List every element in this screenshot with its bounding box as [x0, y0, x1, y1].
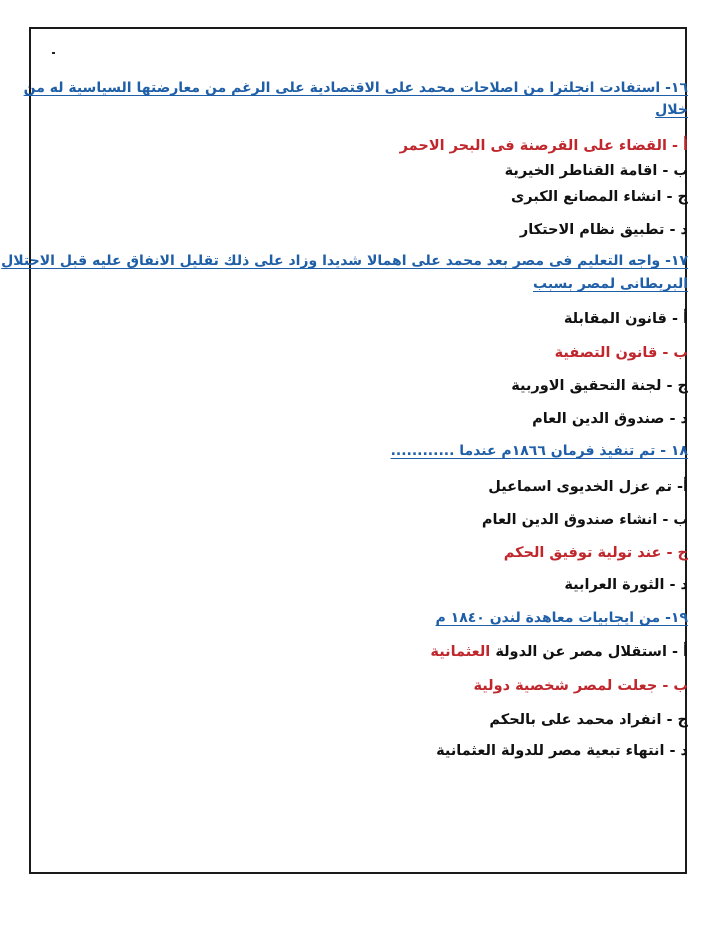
- stray-mark: [52, 52, 55, 54]
- q16-option-b: ب - اقامة القناطر الخيرية: [504, 163, 688, 179]
- q17-option-b: ب - قانون التصفية: [554, 345, 688, 361]
- q16-option-c: ج - انشاء المصانع الكبرى: [511, 189, 688, 205]
- q16-option-a: أ - القضاء على القرصنة فى البحر الاحمر: [399, 138, 688, 154]
- question-17-text-cont: البريطانى لمصر بسبب: [533, 276, 688, 292]
- question-19-text: ١٩- من ايجابيات معاهدة لندن ١٨٤٠ م: [435, 610, 688, 626]
- question-16-text-cont: خلال: [655, 102, 688, 118]
- q18-option-b: ب - انشاء صندوق الدين العام: [481, 512, 688, 528]
- question-16-text: ١٦- استفادت انجلترا من اصلاحات محمد على الاقتصادية على الرغم من معارضتها السياسية له من: [23, 80, 688, 96]
- q18-option-d: د - الثورة العرابية: [564, 577, 688, 593]
- q17-option-c: ج - لجنة التحقيق الاوربية: [511, 378, 688, 394]
- question-17-text: ١٧- واجه التعليم فى مصر بعد محمد على اهمالا شديدا وزاد على ذلك تقليل الانفاق عليه قبل الاحتلال: [1, 253, 688, 269]
- q16-option-d: د - تطبيق نظام الاحتكار: [519, 222, 688, 238]
- question-18-text: ١٨ - تم تنفيذ فرمان ١٨٦٦م عندما ............: [390, 443, 688, 459]
- q18-option-a: أ- تم عزل الخديوى اسماعيل: [488, 479, 688, 495]
- q19-option-a: [430, 643, 688, 661]
- q19-option-b: ب - جعلت لمصر شخصية دولية: [473, 678, 688, 694]
- q19-option-a-text: أ - استقلال مصر عن الدولة: [490, 644, 688, 660]
- q19-option-c: ج - انفراد محمد على بالحكم: [489, 712, 688, 728]
- q18-option-c: ج - عند تولية توفيق الحكم: [503, 545, 688, 561]
- q17-option-a: أ - قانون المقابلة: [563, 311, 688, 327]
- q19-option-d: د - انتهاء تبعية مصر للدولة العثمانية: [436, 743, 688, 759]
- q17-option-d: د - صندوق الدين العام: [532, 411, 688, 427]
- q19-option-a-highlight: العثمانية: [430, 644, 491, 660]
